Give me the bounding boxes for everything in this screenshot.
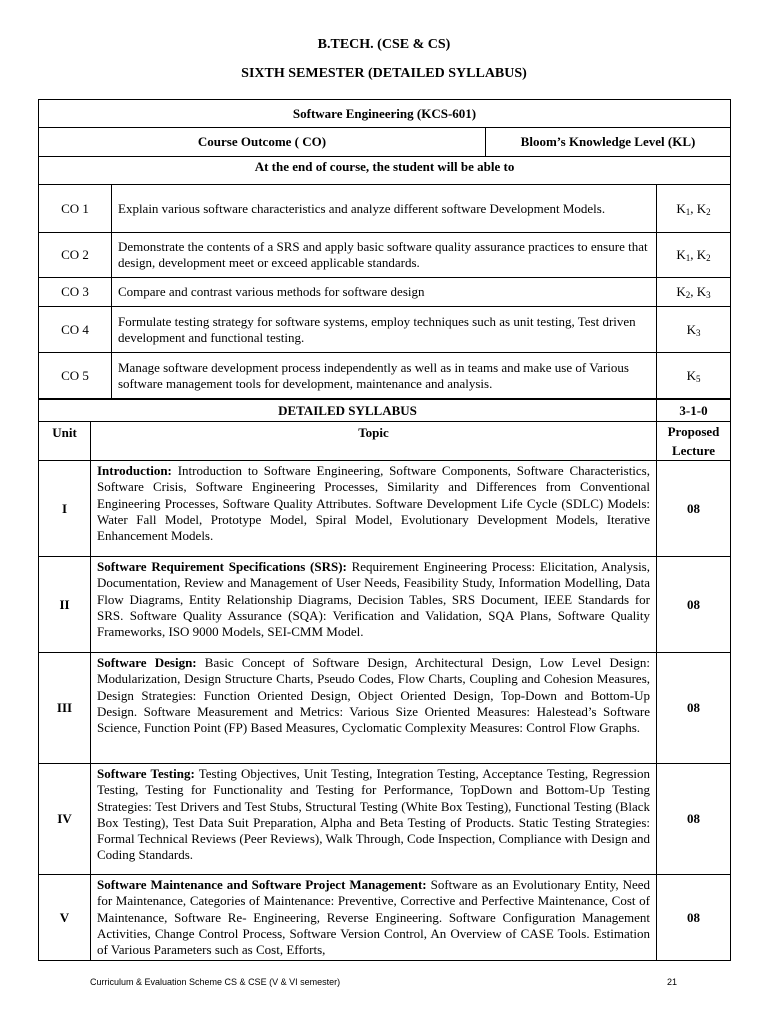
unit-topic-title: Software Design: (97, 655, 197, 670)
co-column-header: Course Outcome ( CO) (39, 128, 486, 157)
detailed-syllabus-table (38, 399, 731, 961)
co-id: CO 1 (39, 185, 112, 233)
co-row (39, 353, 731, 399)
unit-topic-text: Requirement Engineering Process: Elicitation, Analysis, Documentation, Review and Management of User Needs, Feasibility Study, Information Modelling, Data Flow Diagrams, Entity Relationship Diagrams, Decision Tables, SRS Document, IEEE Standards for SRS. Software Quality Assurance (SQA): Verification and Validation, SQA Plans, Software Quality Frameworks, ISO 9000 Models, SEI-CMM Model. (97, 559, 650, 640)
co-knowledge-level (657, 307, 731, 353)
unit-column-header: Unit (39, 422, 91, 461)
page-number: 21 (667, 977, 678, 987)
kl-letter: K (696, 284, 707, 299)
co-knowledge-level: $K_2$, $K_3$ (657, 278, 731, 307)
ltp-value: 3-1-0 (657, 400, 731, 422)
kl-level: 1 (685, 253, 691, 263)
unit-lectures: 08 (657, 764, 731, 875)
unit-number: II (39, 557, 91, 653)
kl-column-header: Bloom’s Knowledge Level (KL) (486, 128, 731, 157)
unit-topic-title: Software Requirement Specifications (SRS): (97, 559, 347, 574)
unit-lectures: 08 (657, 557, 731, 653)
kl-level: 1 (685, 206, 691, 217)
co-row (39, 185, 731, 233)
page-footer: Curriculum & Evaluation Scheme CS & CSE (V & VI semester) (90, 977, 341, 987)
kl-level: 3 (695, 327, 701, 338)
co-intro: At the end of course, the student will be able to (39, 157, 731, 185)
unit-lectures: 08 (657, 461, 731, 557)
unit-topic-text: Testing Objectives, Unit Testing, Integration Testing, Acceptance Testing, Regression Testing, Testing for Functionality and Testing for Performance, TopDown and Bottom-Up Testing Strategies: Test Drivers and Test Stubs, Structural Testing (White Box Testing), Functional Testing (Black Box Testing), Test Data Suit Preparation, Alpha and Beta Testing of Products. Static Testing Strategies: Formal Technical Reviews (Peer Reviews), Walk Through, Code Inspection, Compliance with Design and Coding Standards. (97, 766, 650, 863)
unit-topic (91, 557, 657, 653)
kl-level: 2 (706, 253, 711, 263)
unit-topic-title: Software Maintenance and Software Project Management: (97, 877, 427, 892)
co-id: CO 5 (39, 353, 112, 399)
syllabus-row (39, 875, 731, 961)
course-title: Software Engineering (KCS-601) (39, 100, 731, 128)
unit-topic (91, 764, 657, 875)
co-row (39, 278, 731, 307)
unit-lectures: 08 (657, 653, 731, 764)
lecture-header-line1: Proposed (667, 424, 720, 439)
co-row (39, 307, 731, 353)
unit-topic (91, 653, 657, 764)
co-knowledge-level (657, 353, 731, 399)
syllabus-row (39, 461, 731, 557)
co-row (39, 233, 731, 278)
kl-letter: K (696, 247, 707, 262)
unit-topic-title: Introduction: (97, 463, 172, 478)
kl-letter: K (676, 200, 686, 216)
kl-letter: K (686, 321, 696, 337)
syllabus-heading: DETAILED SYLLABUS (39, 400, 657, 422)
unit-topic-text: Basic Concept of Software Design, Architectural Design, Low Level Design: Modularization, Design Structure Charts, Pseudo Codes, Flow Charts, Coupling and Cohesion Measures, Design Strategies: Function Oriented Design, Object Oriented Design, Top-Down and Bottom-Up Design. Software Measurement and Metrics: Various Size Oriented Measures: Halestead’s Software Science, Function Point (FP) Based Measures, Cyclomatic Complexity Measures: Control Flow Graphs. (97, 655, 650, 736)
unit-lectures: 08 (657, 875, 731, 961)
co-description: Compare and contrast various methods for software design (112, 278, 657, 307)
unit-topic (91, 461, 657, 557)
unit-number: I (39, 461, 91, 557)
unit-topic (91, 875, 657, 961)
kl-level: 2 (706, 206, 711, 217)
co-id: CO 2 (39, 233, 112, 278)
co-knowledge-level: $K_1$, $K_2$ (657, 233, 731, 278)
kl-level: 5 (695, 373, 701, 384)
co-id: CO 3 (39, 278, 112, 307)
course-outcome-table (38, 99, 731, 399)
co-description: Demonstrate the contents of a SRS and apply basic software quality assurance practices to ensure that design, development meet or exceed applicable standards. (112, 233, 657, 278)
unit-topic-title: Software Testing: (97, 766, 195, 781)
syllabus-row (39, 764, 731, 875)
document-subheading: SIXTH SEMESTER (DETAILED SYLLABUS) (241, 66, 527, 81)
kl-letter: K (686, 367, 696, 383)
unit-topic-text: Software as an Evolutionary Entity, Need for Maintenance, Categories of Maintenance: Preventive, Corrective and Perfective Maintenance, Cost of Maintenance, Software Re- Engineering, Reverse Engineering. Software Configuration Management Activities, Change Control Process, Software Version Control, An Overview of CASE Tools. Estimation of Various Parameters such as Cost, Efforts, (97, 877, 651, 958)
unit-topic-text: Introduction to Software Engineering, Software Components, Software Characteristics, Software Crisis, Software Engineering Processes, Similarity and Differences from Conventional Engineering Processes, Software Quality Attributes. Software Development Life Cycle (SDLC) Models: Water Fall Model, Prototype Model, Spiral Model, Evolutionary Development Models, Iterative Enhancement Models. (97, 463, 650, 544)
unit-number: IV (39, 764, 91, 875)
kl-letter: K (696, 200, 707, 216)
lecture-header-line2: Lecture (671, 443, 716, 458)
topic-column-header: Topic (91, 422, 657, 461)
kl-letter: K (676, 284, 686, 299)
co-description: Explain various software characteristics and analyze different software Development Models. (112, 185, 657, 233)
co-knowledge-level: $K_1$, $K_2$ (657, 185, 731, 233)
co-description: Formulate testing strategy for software systems, employ techniques such as unit testing, Test driven development and functional testing. (112, 307, 657, 353)
syllabus-row (39, 653, 731, 764)
document-heading: B.TECH. (CSE & CS) (317, 37, 451, 52)
unit-number: III (39, 653, 91, 764)
co-id: CO 4 (39, 307, 112, 353)
co-description: Manage software development process independently as well as in teams and make use of Various software management tools for development, maintenance and analysis. (112, 353, 657, 399)
lecture-column-header (657, 422, 731, 461)
unit-number: V (39, 875, 91, 961)
kl-level: 3 (706, 290, 711, 300)
kl-level: 2 (685, 290, 691, 300)
syllabus-row (39, 557, 731, 653)
kl-letter: K (676, 247, 686, 262)
